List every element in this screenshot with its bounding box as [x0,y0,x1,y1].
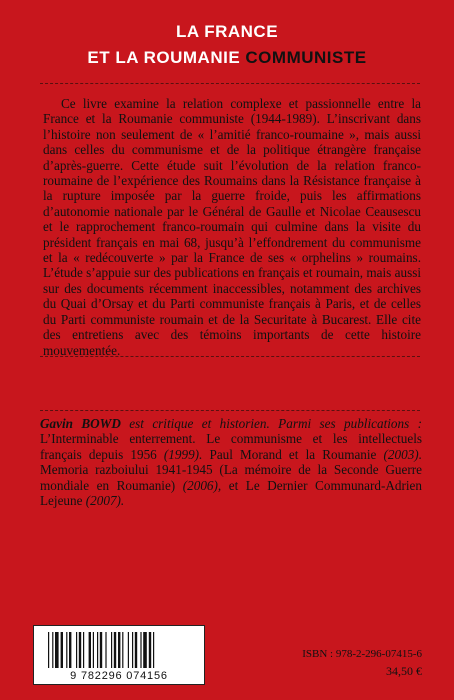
summary-text [43,96,421,358]
divider-middle [40,356,420,357]
book-title-part2: COMMUNISTE [245,48,367,67]
divider-bio [40,410,420,411]
bio-year2: (2003). [383,446,422,462]
bio-book4: et Le Dernier Communard-Adrien Lejeune [40,477,422,509]
bio-year3: (2006), [182,477,222,493]
barcode-bars [48,632,190,668]
bio-book3: Memoria razboiului 1941-1945 (La mémoire de la Seconde Guerre mondiale en Roumanie) [40,462,422,493]
summary-paragraph: Ce livre examine la relation complexe et passionnelle entre la France et la Roumanie communiste (1944-1989). L’inscrivant dans l’histoire non seulement de « l’amitié franco-roumaine », mais aussi dans celles du communisme et de la politique étrangère française d’après-guerre. Cette étude suit l’évolution de la relation franco-roumaine de l’expérience des Roumains dans la Résistance française à la rupture imposée par la guerre froide, puis les affirmations d’autonomie nationale par le Général de Gaulle et Nicolae Ceausescu et le rapprochement franco-roumain qui culmine dans la visite du président français en mai 68, jusqu’à l’effondrement du communisme et la « redécouverte » par la France de ses « orphelins » roumains. L’étude s’appuie sur des publications en français et roumain, mais aussi sur des documents récemment inaccessibles, notamment des archives du Quai d’Orsay et du Parti communiste français à Paris, et de celles du Parti communiste roumain et de la Securitate à Bucarest. Elle cite des entretiens avec des témoins importants de cette histoire mouvementée. [43,96,421,358]
divider-top [40,83,420,84]
author-bio [40,416,422,508]
barcode-number: 9 782296 074156 [70,670,168,682]
bio-book2: Paul Morand et la Roumanie [202,446,384,462]
bio-year1: (1999). [163,446,203,462]
bio-year4: (2007). [85,493,125,509]
book-title-part1: ET LA ROUMANIE [87,48,241,67]
bio-book1: L’Interminable enterrement. Le communisme et les intellectuels français depuis 1956 [40,431,422,462]
book-title-line2 [0,48,454,68]
author-name: Gavin BOWD [40,416,121,431]
isbn-label: ISBN : 978-2-296-07415-6 [302,648,422,660]
price-label: 34,50 € [386,664,422,678]
book-title-line1: LA FRANCE [175,22,279,41]
barcode [33,625,205,685]
bio-intro: est critique et historien. Parmi ses publications : [120,416,422,431]
